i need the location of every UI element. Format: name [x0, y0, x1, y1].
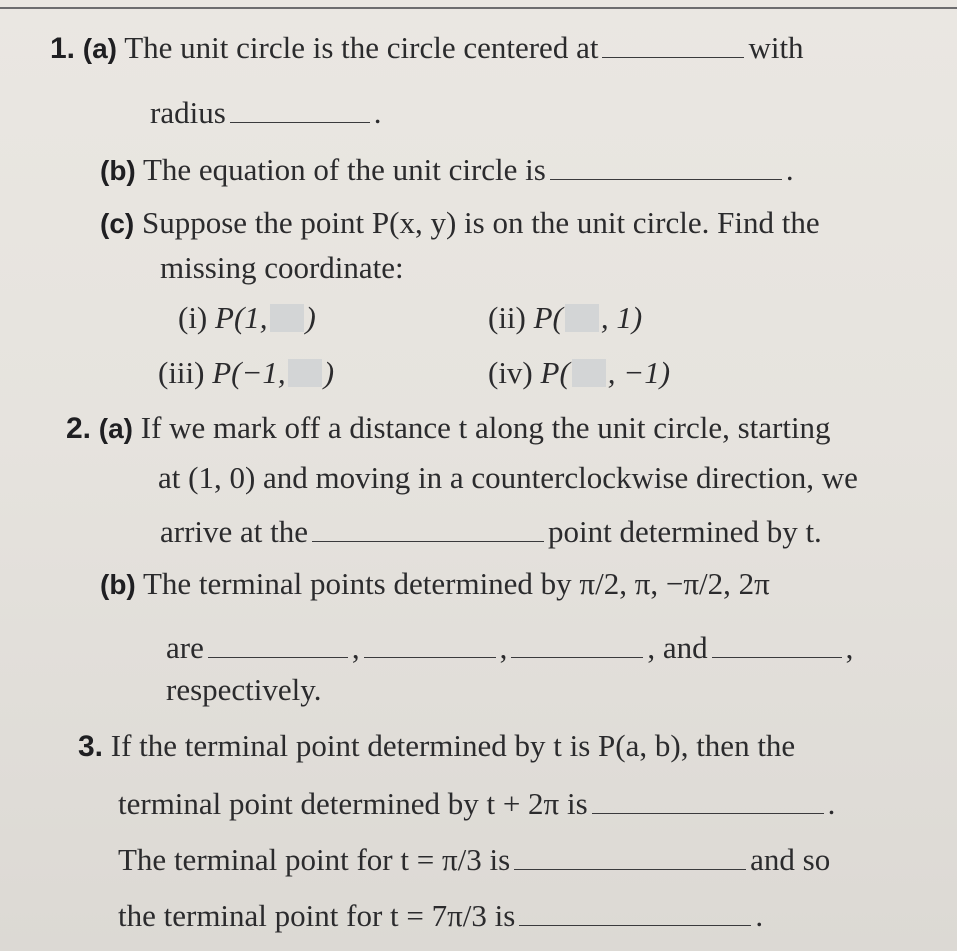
item-iv-label: (iv) — [488, 355, 533, 390]
problem-2a-line-2 — [158, 460, 858, 496]
item-ii — [488, 300, 642, 336]
problem-1b-line — [100, 152, 794, 189]
answer-blank-7pi-over-3[interactable] — [519, 903, 751, 926]
top-rule — [0, 7, 957, 9]
answer-box-i[interactable] — [270, 304, 304, 332]
problem-2a-text-3: arrive at the — [160, 514, 309, 549]
problem-2a-line-1 — [66, 410, 831, 447]
answer-blank-equation[interactable] — [550, 157, 782, 180]
problem-3-line-3 — [118, 842, 830, 878]
problem-2-number: 2. — [66, 412, 92, 445]
answer-blank-2pi[interactable] — [712, 635, 842, 658]
item-i-label: (i) — [178, 300, 208, 335]
punctuation: , — [499, 630, 508, 665]
item-iii-point: P(−1, — [212, 355, 286, 390]
punctuation: . — [827, 786, 836, 821]
problem-2b-and: , and — [647, 630, 708, 665]
problem-3-text-2: terminal point determined by t + 2π is — [118, 786, 588, 821]
problem-3-text-1: If the terminal point determined by t is P(a, b), then the — [110, 728, 796, 763]
item-iv-point: P( — [540, 355, 570, 390]
punctuation: , — [351, 630, 360, 665]
problem-3-and-so: and so — [750, 842, 831, 877]
problem-2a-text-2: at (1, 0) and moving in a counterclockwise direction, we — [158, 460, 858, 495]
problem-1a-text: The unit circle is the circle centered at — [124, 30, 599, 65]
punctuation: . — [755, 898, 764, 933]
problem-1b-label: (b) — [100, 155, 136, 186]
problem-1a-radius: radius — [150, 95, 226, 130]
punctuation: . — [373, 95, 382, 130]
answer-box-iv[interactable] — [572, 359, 606, 387]
problem-2b-line-2 — [166, 630, 853, 666]
problem-2a-line-3 — [160, 514, 822, 550]
answer-blank-terminal[interactable] — [312, 519, 544, 542]
problem-2a-text: If we mark off a distance t along the unit circle, starting — [140, 410, 831, 445]
problem-1b-text: The equation of the unit circle is — [142, 152, 546, 187]
problem-1a-line-2 — [150, 95, 382, 131]
problem-1a-with: with — [748, 30, 804, 65]
problem-1a-line-1 — [50, 30, 804, 67]
problem-2b-respectively: respectively. — [166, 672, 322, 707]
item-i-close: ) — [305, 300, 316, 335]
item-i — [178, 300, 316, 336]
problem-1c-label: (c) — [100, 208, 135, 239]
problem-3-text-3: The terminal point for t = π/3 is — [118, 842, 511, 877]
answer-box-iii[interactable] — [288, 359, 322, 387]
problem-3-line-1 — [78, 728, 795, 765]
problem-2a-text-4: point determined by t. — [548, 514, 822, 549]
problem-3-line-2 — [118, 786, 835, 822]
item-iii — [158, 355, 334, 391]
answer-blank-radius[interactable] — [230, 100, 370, 123]
item-iii-close: ) — [323, 355, 335, 390]
punctuation: . — [785, 152, 794, 187]
problem-3-number: 3. — [78, 730, 104, 763]
problem-3-text-4: the terminal point for t = 7π/3 is — [118, 898, 516, 933]
item-iv — [488, 355, 670, 391]
item-ii-close: , 1) — [600, 300, 643, 335]
answer-box-ii[interactable] — [565, 304, 599, 332]
item-ii-point: P( — [533, 300, 563, 335]
problem-1c-text: Suppose the point P(x, y) is on the unit circle. Find the — [141, 205, 820, 240]
problem-2b-are: are — [166, 630, 204, 665]
problem-2a-label: (a) — [98, 413, 134, 444]
problem-2b-label: (b) — [100, 569, 136, 600]
problem-1a-label: (a) — [82, 33, 118, 64]
item-i-point: P(1, — [215, 300, 268, 335]
item-ii-label: (ii) — [488, 300, 526, 335]
problem-1c-line-1 — [100, 205, 820, 242]
answer-blank-pi-over-3[interactable] — [514, 847, 746, 870]
problem-2b-line-3 — [166, 672, 322, 708]
answer-blank-t-plus-2pi[interactable] — [592, 791, 824, 814]
problem-1c-line-2 — [160, 250, 404, 286]
problem-1c-text-2: missing coordinate: — [160, 250, 404, 285]
item-iv-close: , −1) — [607, 355, 671, 390]
item-iii-label: (iii) — [158, 355, 205, 390]
problem-2b-line-1 — [100, 566, 770, 603]
answer-blank-neg-pi-over-2[interactable] — [511, 635, 643, 658]
punctuation: , — [845, 630, 854, 665]
answer-blank-center[interactable] — [602, 35, 744, 58]
problem-3-line-4 — [118, 898, 763, 934]
problem-2b-text: The terminal points determined by π/2, π, −π/2, 2π — [142, 566, 770, 601]
answer-blank-pi-over-2[interactable] — [208, 635, 348, 658]
problem-1-number: 1. — [50, 32, 76, 65]
answer-blank-pi[interactable] — [364, 635, 496, 658]
